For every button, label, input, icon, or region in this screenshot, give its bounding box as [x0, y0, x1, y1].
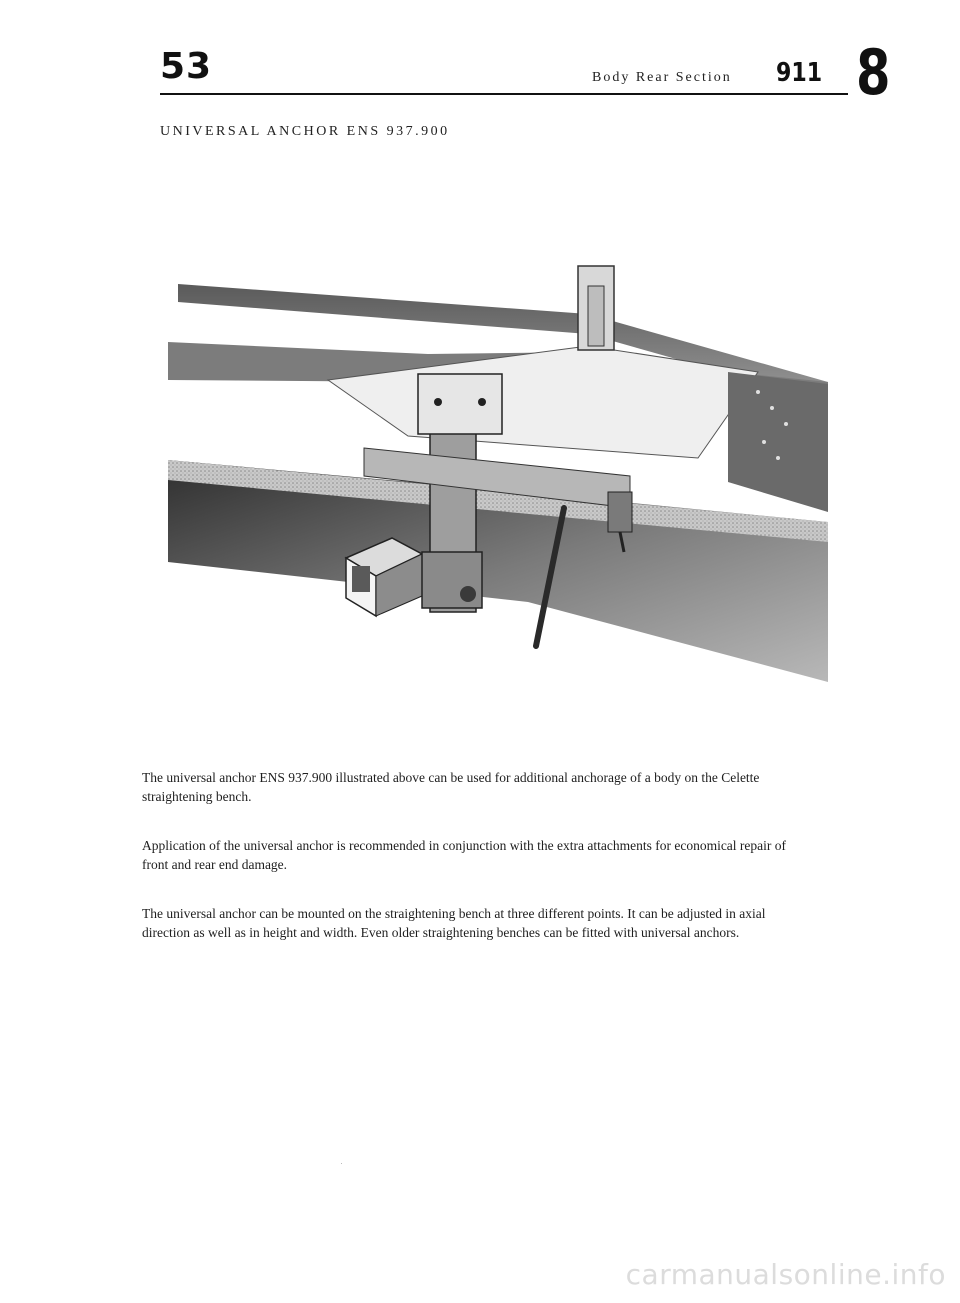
model-number: 911 — [776, 58, 823, 88]
universal-anchor-photo-icon — [168, 262, 844, 690]
page-number: 53 — [160, 46, 213, 87]
header-rule — [160, 93, 848, 95]
paragraph-3: The universal anchor can be mounted on the straightening bench at three different points. It can be adjusted in axial direction as well as in height and width. Even older straightening benches can be fitted with universal anchors. — [142, 905, 766, 940]
watermark: carmanualsonline.info — [625, 1258, 946, 1291]
group-number: 8 — [856, 36, 891, 109]
figure-photo — [168, 262, 844, 690]
stray-mark — [341, 1163, 342, 1164]
section-title: Body Rear Section — [592, 70, 732, 85]
page-heading: UNIVERSAL ANCHOR ENS 937.900 — [160, 124, 450, 139]
paragraph-1: The universal anchor ENS 937.900 illustrated above can be used for additional anchorage of a body on the Celette straightening bench. — [142, 769, 760, 804]
paragraph-2: Application of the universal anchor is recommended in conjunction with the extra attachments for economical repair of front and rear end damage. — [142, 837, 787, 872]
